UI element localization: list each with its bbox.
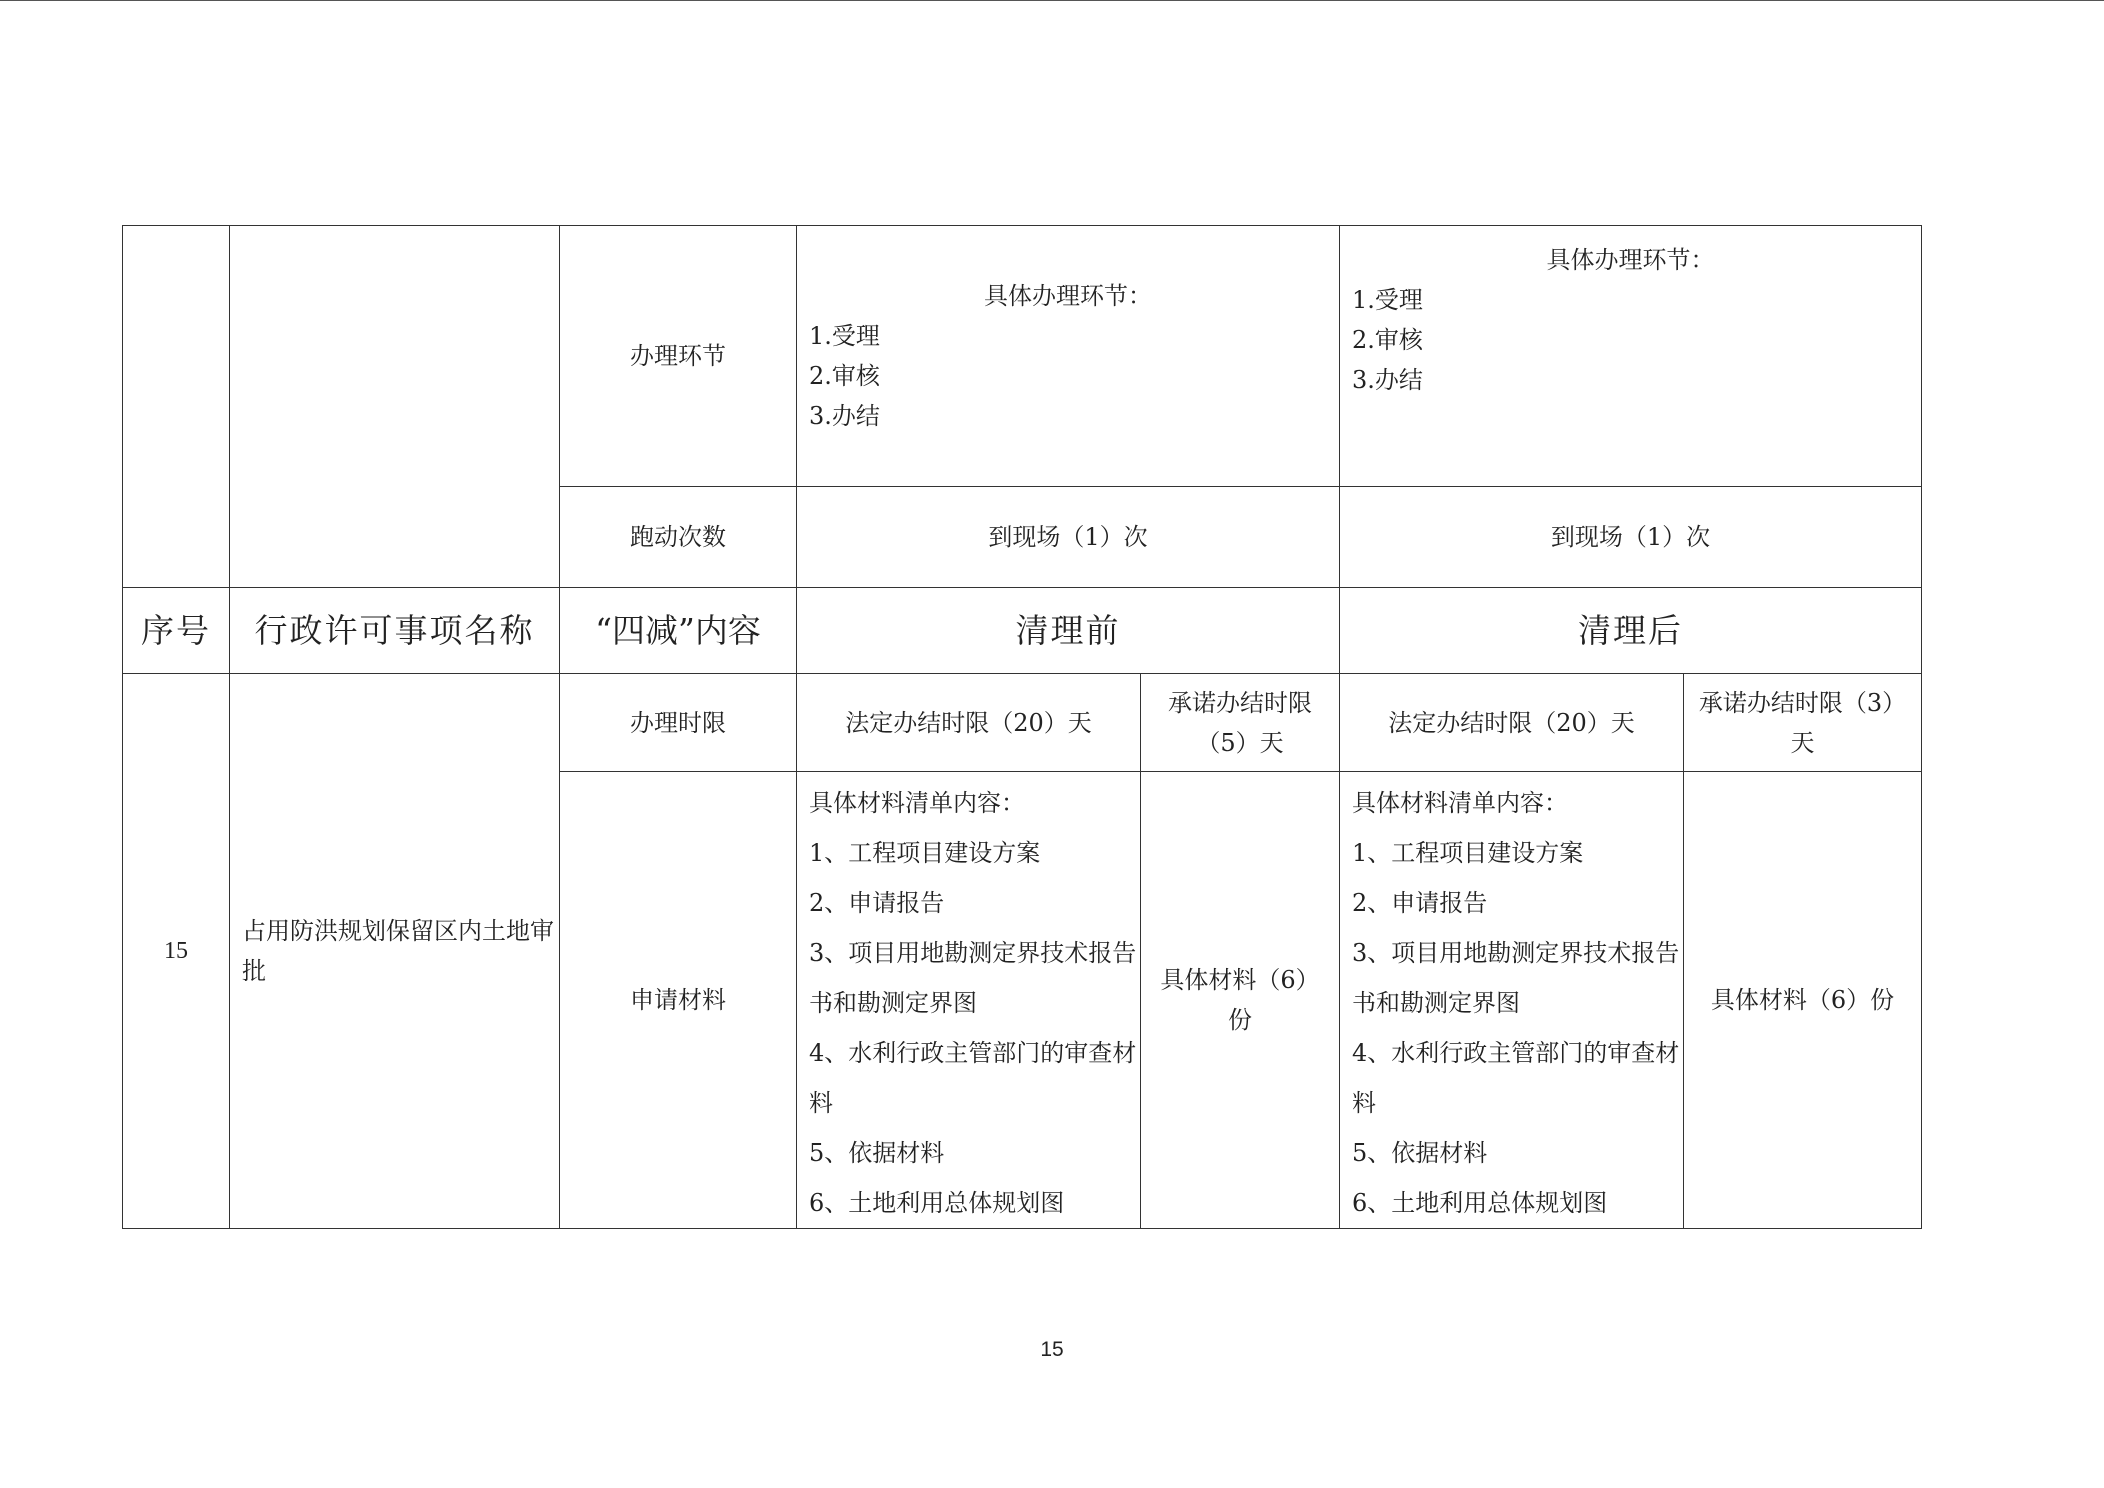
- continued-seq-cell: [123, 226, 230, 588]
- time-limit-label: 办理时限: [560, 674, 797, 772]
- header-item-name: 行政许可事项名称: [230, 588, 560, 674]
- steps-before-cell: [797, 226, 1340, 487]
- steps-label: 办理环节: [560, 226, 797, 487]
- top-border-line: [0, 0, 2104, 1]
- materials-before-list: 具体材料清单内容： 1、工程项目建设方案 2、申请报告 3、项目用地勘测定界技术报告书和勘测定界图 4、水利行政主管部门的审查材料 5、依据材料 6、土地利用总体规划图: [797, 772, 1141, 1229]
- header-row: [123, 588, 1922, 674]
- trips-after: 到现场（1）次: [1340, 487, 1922, 588]
- time-limit-row: [123, 674, 1922, 772]
- continued-name-cell: [230, 226, 560, 588]
- trips-before: 到现场（1）次: [797, 487, 1340, 588]
- time-after-legal: 法定办结时限（20）天: [1340, 674, 1684, 772]
- time-before-legal: 法定办结时限（20）天: [797, 674, 1141, 772]
- header-after: 清理后: [1340, 588, 1922, 674]
- materials-label: 申请材料: [560, 772, 797, 1229]
- header-seq: 序号: [123, 588, 230, 674]
- materials-after-count: 具体材料（6）份: [1684, 772, 1922, 1229]
- materials-before-count: 具体材料（6）份: [1141, 772, 1340, 1229]
- header-content: “四减”内容: [560, 588, 797, 674]
- steps-after-cell: [1340, 226, 1922, 487]
- time-before-promise: 承诺办结时限（5）天: [1141, 674, 1340, 772]
- record-seq: 15: [123, 674, 230, 1229]
- steps-row: [123, 226, 1922, 487]
- approval-items-table: [122, 225, 1922, 1229]
- header-before: 清理前: [797, 588, 1340, 674]
- materials-after-list: 具体材料清单内容： 1、工程项目建设方案 2、申请报告 3、项目用地勘测定界技术报告书和勘测定界图 4、水利行政主管部门的审查材料 5、依据材料 6、土地利用总体规划图: [1340, 772, 1684, 1229]
- trips-label: 跑动次数: [560, 487, 797, 588]
- steps-before-title: 具体办理环节：: [984, 282, 1152, 310]
- steps-after-title: 具体办理环节：: [1546, 246, 1715, 274]
- steps-after-items: 1.受理 2.审核 3.办结: [1352, 286, 1423, 394]
- time-after-promise: 承诺办结时限（3）天: [1684, 674, 1922, 772]
- steps-before-items: 1.受理 2.审核 3.办结: [809, 322, 880, 430]
- page-number: 15: [1040, 1338, 1064, 1361]
- record-name: 占用防洪规划保留区内土地审批: [230, 674, 560, 1229]
